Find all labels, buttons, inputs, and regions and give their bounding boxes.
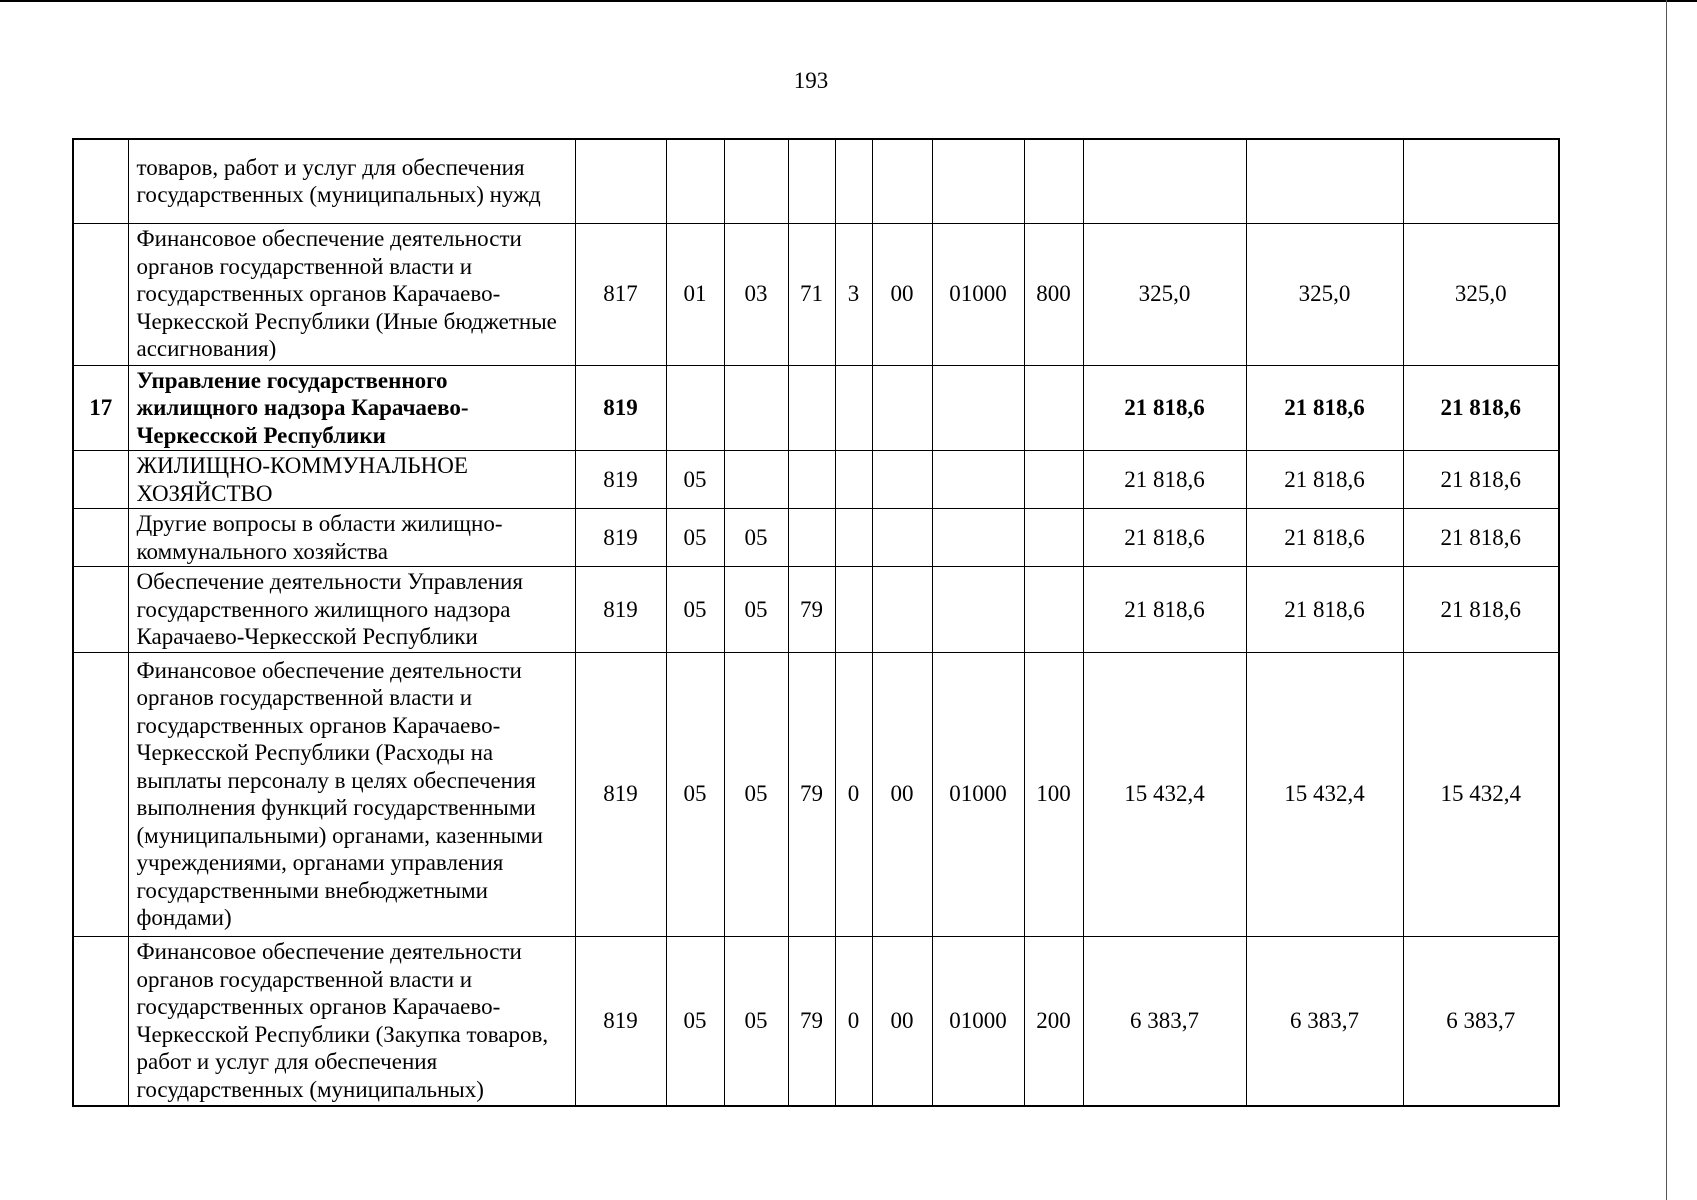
code-expense-type bbox=[1024, 567, 1083, 653]
row-number bbox=[73, 509, 128, 567]
code-section: 05 bbox=[666, 652, 724, 936]
amount-year-3: 21 818,6 bbox=[1403, 365, 1559, 451]
code-ministry: 819 bbox=[575, 936, 666, 1106]
table-row bbox=[73, 567, 1559, 653]
code-main-event bbox=[872, 451, 932, 509]
row-number bbox=[73, 451, 128, 509]
row-description: Финансовое обеспечение деятельности органов государственной власти и государственных органов Карачаево-Черкесской Республики (Расходы на выплаты персоналу в целях обеспечения выполнения функций государственными (муниципальными) органами, казенными учреждениями, органами управления государственными внебюджетными фондами) bbox=[128, 652, 575, 936]
row-number bbox=[73, 139, 128, 223]
code-direction bbox=[932, 567, 1024, 653]
table-row bbox=[73, 223, 1559, 365]
row-number bbox=[73, 223, 128, 365]
code-expense-type bbox=[1024, 451, 1083, 509]
row-number bbox=[73, 936, 128, 1106]
amount-year-3: 21 818,6 bbox=[1403, 451, 1559, 509]
amount-year-1: 15 432,4 bbox=[1083, 652, 1246, 936]
amount-year-1: 21 818,6 bbox=[1083, 365, 1246, 451]
code-main-event bbox=[872, 139, 932, 223]
code-subprogram bbox=[835, 451, 872, 509]
row-number bbox=[73, 652, 128, 936]
code-section: 05 bbox=[666, 451, 724, 509]
code-ministry: 819 bbox=[575, 652, 666, 936]
amount-year-1: 325,0 bbox=[1083, 223, 1246, 365]
row-number: 17 bbox=[73, 365, 128, 451]
amount-year-2: 21 818,6 bbox=[1246, 365, 1403, 451]
amount-year-2 bbox=[1246, 139, 1403, 223]
code-subsection: 03 bbox=[724, 223, 788, 365]
code-subsection: 05 bbox=[724, 936, 788, 1106]
code-direction bbox=[932, 365, 1024, 451]
code-section bbox=[666, 139, 724, 223]
code-subprogram: 0 bbox=[835, 652, 872, 936]
row-description: Финансовое обеспечение деятельности органов государственной власти и государственных органов Карачаево-Черкесской Республики (Закупка товаров, работ и услуг для обеспечения государственных (муниципальных) bbox=[128, 936, 575, 1106]
code-expense-type bbox=[1024, 509, 1083, 567]
code-section: 01 bbox=[666, 223, 724, 365]
scan-right-edge bbox=[1666, 0, 1668, 1200]
code-direction: 01000 bbox=[932, 652, 1024, 936]
amount-year-3: 325,0 bbox=[1403, 223, 1559, 365]
amount-year-1: 21 818,6 bbox=[1083, 451, 1246, 509]
code-program bbox=[788, 139, 835, 223]
table-row bbox=[73, 509, 1559, 567]
table-row bbox=[73, 652, 1559, 936]
code-direction bbox=[932, 139, 1024, 223]
amount-year-2: 15 432,4 bbox=[1246, 652, 1403, 936]
amount-year-3: 21 818,6 bbox=[1403, 509, 1559, 567]
code-ministry: 817 bbox=[575, 223, 666, 365]
amount-year-2: 21 818,6 bbox=[1246, 567, 1403, 653]
code-expense-type: 200 bbox=[1024, 936, 1083, 1106]
code-program bbox=[788, 509, 835, 567]
budget-table bbox=[72, 138, 1560, 1107]
code-program bbox=[788, 365, 835, 451]
code-main-event: 00 bbox=[872, 936, 932, 1106]
code-expense-type bbox=[1024, 365, 1083, 451]
table-row bbox=[73, 936, 1559, 1106]
row-description: товаров, работ и услуг для обеспечения государственных (муниципальных) нужд bbox=[128, 139, 575, 223]
code-subsection: 05 bbox=[724, 509, 788, 567]
amount-year-1: 21 818,6 bbox=[1083, 509, 1246, 567]
code-subsection: 05 bbox=[724, 652, 788, 936]
code-ministry: 819 bbox=[575, 509, 666, 567]
code-subsection bbox=[724, 365, 788, 451]
amount-year-2: 325,0 bbox=[1246, 223, 1403, 365]
code-program: 79 bbox=[788, 652, 835, 936]
code-subprogram: 3 bbox=[835, 223, 872, 365]
amount-year-2: 6 383,7 bbox=[1246, 936, 1403, 1106]
amount-year-3 bbox=[1403, 139, 1559, 223]
code-main-event bbox=[872, 365, 932, 451]
code-program: 79 bbox=[788, 567, 835, 653]
code-program: 71 bbox=[788, 223, 835, 365]
code-ministry bbox=[575, 139, 666, 223]
code-subsection bbox=[724, 139, 788, 223]
code-subprogram bbox=[835, 139, 872, 223]
scan-top-edge bbox=[0, 0, 1697, 2]
row-description: Управление государственного жилищного надзора Карачаево-Черкесской Республики bbox=[128, 365, 575, 451]
table-row bbox=[73, 451, 1559, 509]
code-main-event bbox=[872, 509, 932, 567]
code-section: 05 bbox=[666, 567, 724, 653]
amount-year-1: 6 383,7 bbox=[1083, 936, 1246, 1106]
code-section: 05 bbox=[666, 936, 724, 1106]
code-main-event bbox=[872, 567, 932, 653]
amount-year-2: 21 818,6 bbox=[1246, 509, 1403, 567]
code-direction bbox=[932, 509, 1024, 567]
code-subprogram: 0 bbox=[835, 936, 872, 1106]
code-expense-type bbox=[1024, 139, 1083, 223]
table-row bbox=[73, 365, 1559, 451]
code-section: 05 bbox=[666, 509, 724, 567]
code-main-event: 00 bbox=[872, 652, 932, 936]
code-program bbox=[788, 451, 835, 509]
amount-year-3: 15 432,4 bbox=[1403, 652, 1559, 936]
code-subprogram bbox=[835, 365, 872, 451]
code-ministry: 819 bbox=[575, 567, 666, 653]
code-ministry: 819 bbox=[575, 451, 666, 509]
amount-year-3: 6 383,7 bbox=[1403, 936, 1559, 1106]
code-direction bbox=[932, 451, 1024, 509]
amount-year-2: 21 818,6 bbox=[1246, 451, 1403, 509]
row-description: Другие вопросы в области жилищно-коммунального хозяйства bbox=[128, 509, 575, 567]
code-direction: 01000 bbox=[932, 936, 1024, 1106]
code-section bbox=[666, 365, 724, 451]
code-program: 79 bbox=[788, 936, 835, 1106]
row-description: Обеспечение деятельности Управления государственного жилищного надзора Карачаево-Черкесской Республики bbox=[128, 567, 575, 653]
code-ministry: 819 bbox=[575, 365, 666, 451]
row-description: ЖИЛИЩНО-КОММУНАЛЬНОЕ ХОЗЯЙСТВО bbox=[128, 451, 575, 509]
code-expense-type: 100 bbox=[1024, 652, 1083, 936]
code-subsection bbox=[724, 451, 788, 509]
amount-year-1 bbox=[1083, 139, 1246, 223]
table-body bbox=[73, 139, 1559, 1106]
code-subprogram bbox=[835, 567, 872, 653]
amount-year-3: 21 818,6 bbox=[1403, 567, 1559, 653]
amount-year-1: 21 818,6 bbox=[1083, 567, 1246, 653]
code-subsection: 05 bbox=[724, 567, 788, 653]
code-subprogram bbox=[835, 509, 872, 567]
row-number bbox=[73, 567, 128, 653]
page-number: 193 bbox=[793, 68, 829, 93]
code-main-event: 00 bbox=[872, 223, 932, 365]
code-expense-type: 800 bbox=[1024, 223, 1083, 365]
code-direction: 01000 bbox=[932, 223, 1024, 365]
row-description: Финансовое обеспечение деятельности органов государственной власти и государственных органов Карачаево-Черкесской Республики (Иные бюджетные ассигнования) bbox=[128, 223, 575, 365]
table-row bbox=[73, 139, 1559, 223]
